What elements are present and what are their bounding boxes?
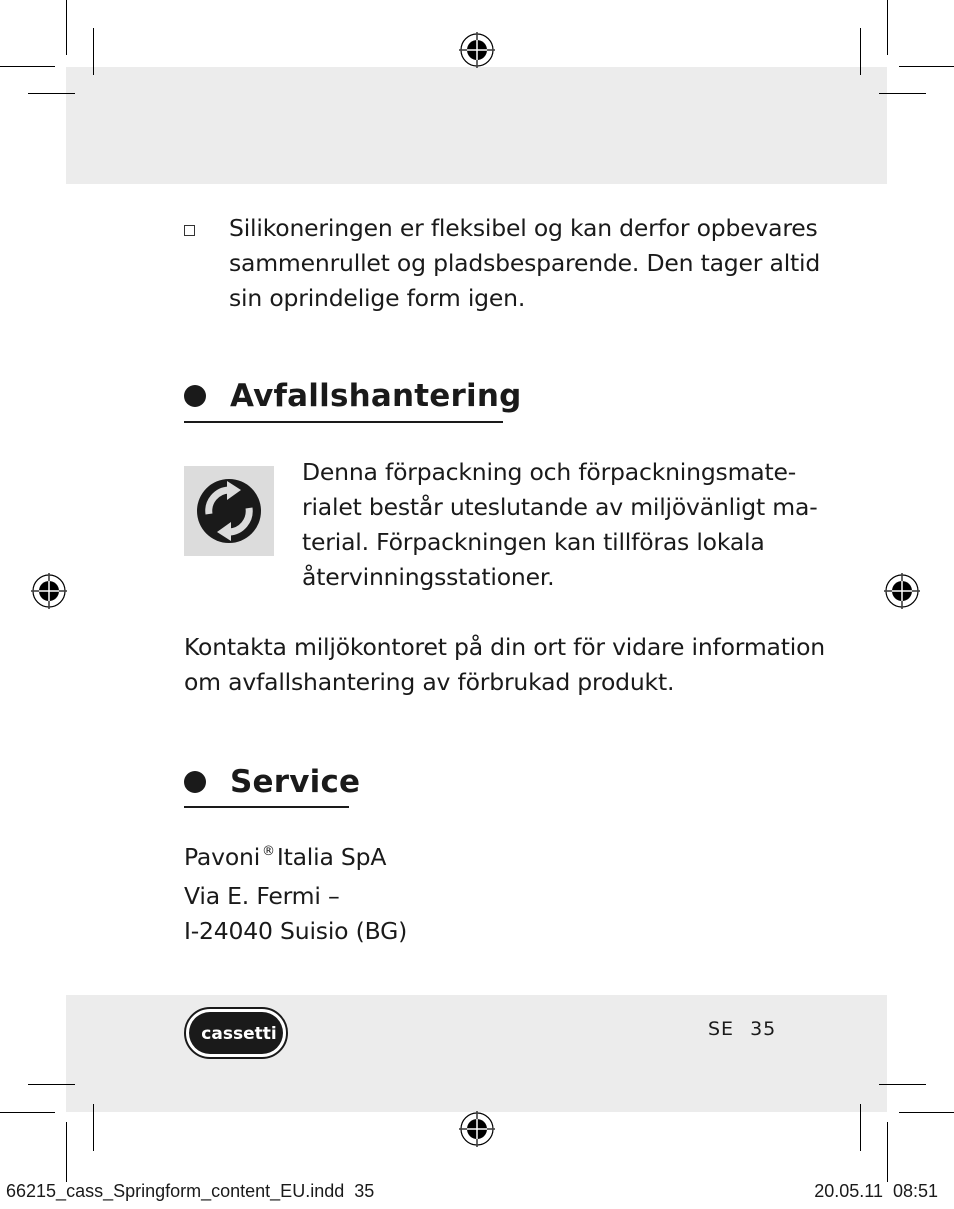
text-line: om avfallshantering av förbrukad produkt. bbox=[184, 668, 675, 696]
registration-mark-icon bbox=[31, 573, 67, 609]
brand-name: cassetti bbox=[201, 1024, 277, 1044]
cassetti-logo bbox=[184, 1007, 288, 1059]
language-code: SE bbox=[708, 1018, 735, 1040]
header-band bbox=[66, 67, 887, 184]
company-line bbox=[184, 840, 407, 879]
text-line: Silikoneringen er fleksibel og kan derfor opbevares bbox=[229, 214, 818, 242]
section-heading-service bbox=[184, 764, 360, 800]
green-dot-recycling-icon bbox=[196, 478, 262, 544]
city-line: I-24040 Suisio (BG) bbox=[184, 917, 408, 945]
print-slug-file bbox=[6, 1181, 374, 1202]
slug-file-name: 66215_cass_Springform_content_EU.indd bbox=[6, 1181, 345, 1201]
contact-paragraph bbox=[184, 630, 825, 700]
company-name: Pavoni bbox=[184, 843, 261, 871]
service-address bbox=[184, 840, 407, 949]
registration-mark-icon bbox=[884, 573, 920, 609]
registered-mark: ® bbox=[262, 844, 275, 859]
section-heading-waste bbox=[184, 378, 521, 414]
heading-underline bbox=[184, 421, 503, 423]
intro-bullet-text bbox=[229, 211, 820, 316]
registration-mark-icon bbox=[459, 1111, 495, 1147]
bullet-box-icon bbox=[184, 225, 195, 236]
text-line: Kontakta miljökontoret på din ort för vidare information bbox=[184, 633, 825, 661]
text-line: sin oprindelige form igen. bbox=[229, 284, 526, 312]
text-line: sammenrullet og pladsbesparende. Den tager altid bbox=[229, 249, 821, 277]
section-title: Service bbox=[230, 764, 361, 800]
slug-page: 35 bbox=[354, 1181, 375, 1201]
street-line: Via E. Fermi – bbox=[184, 882, 340, 910]
heading-underline bbox=[184, 806, 349, 808]
company-suffix: Italia SpA bbox=[276, 843, 387, 871]
slug-time: 08:51 bbox=[892, 1181, 938, 1201]
recycling-icon-box bbox=[184, 466, 274, 556]
slug-date: 20.05.11 bbox=[814, 1181, 883, 1201]
packaging-paragraph bbox=[302, 455, 817, 595]
page-info bbox=[708, 1018, 776, 1040]
text-line: terial. Förpackningen kan tillföras lokala bbox=[302, 528, 765, 556]
text-line: återvinningsstationer. bbox=[302, 563, 555, 591]
text-line: rialet består uteslutande av miljövänligt ma- bbox=[302, 493, 818, 521]
page-number: 35 bbox=[750, 1018, 777, 1040]
section-title: Avfallshantering bbox=[230, 378, 522, 414]
text-line: Denna förpackning och förpackningsmate- bbox=[302, 458, 797, 486]
heading-bullet-icon bbox=[184, 771, 206, 793]
registration-mark-icon bbox=[459, 32, 495, 68]
print-slug-datetime bbox=[814, 1181, 938, 1202]
heading-bullet-icon bbox=[184, 385, 206, 407]
